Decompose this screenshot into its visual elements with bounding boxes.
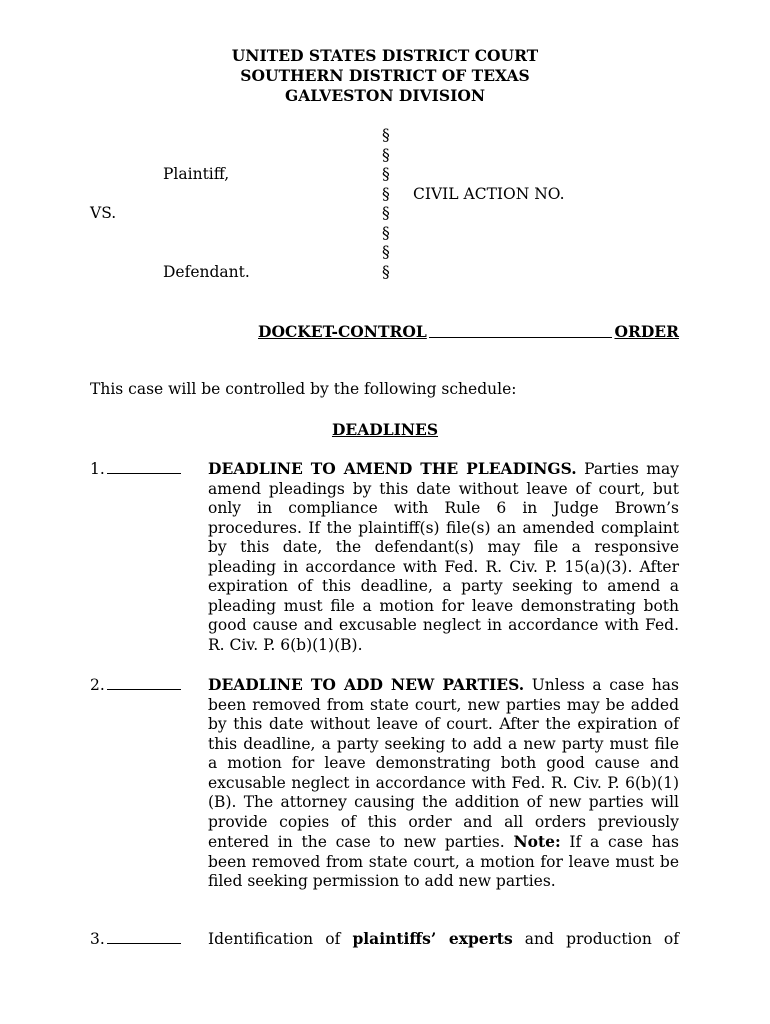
item-text: Parties may amend pleadings by this date without leave of court, but only in compliance with Rule 6 in Judge Brown’s procedures. If the plaintiff(s) file(s) an amended complaint by this date, the defendant(s) may file a responsive pleading in accordance with Fed. R. Civ. P. 15(a)(3). After expiration of this deadline, a party seeking to amend a pleading must file a motion for leave demonstrating both good cause and excusable neglect in accordance with Fed. R. Civ. P. 6(b)(1)(B). (208, 460, 679, 654)
date-blank (107, 675, 181, 690)
item-number-1 (90, 459, 181, 480)
item-number-label: 2. (90, 676, 105, 694)
intro-text: This case will be controlled by the following schedule: (90, 380, 517, 398)
document-title (258, 322, 679, 342)
deadlines-heading: DEADLINES (331, 420, 439, 439)
section-symbol: § (382, 165, 390, 183)
civil-action-label: CIVIL ACTION NO. (413, 185, 565, 203)
title-left: DOCKET-CONTROL (258, 322, 427, 341)
court-name: UNITED STATES DISTRICT COURT (231, 46, 539, 65)
section-symbol: § (382, 184, 390, 203)
section-symbol-column (382, 126, 390, 282)
item-number-2 (90, 675, 181, 696)
court-header (0, 46, 770, 106)
item-text: Unless a case has been removed from state court, new parties may be added by this date without leave of court. After the expiration of this deadline, a party seeking to add a new party must file a motion for leave demonstrating both good cause and excusable neglect in accordance with Fed. R. Civ. P. 6(b)(1)(B). The attorney causing the addition of new parties will provide copies of this order and all orders previously entered in the case to new parties. (208, 676, 679, 851)
section-symbol: § (382, 223, 390, 242)
item-number-label: 3. (90, 930, 105, 948)
item-body-3 (208, 929, 679, 950)
item-text: and production of (512, 930, 679, 948)
vs-label: VS. (90, 204, 117, 222)
title-underline-gap (429, 322, 613, 338)
item-heading: DEADLINE TO AMEND THE PLEADINGS. (208, 459, 577, 478)
section-symbol: § (382, 204, 390, 222)
court-district: SOUTHERN DISTRICT OF TEXAS (240, 66, 530, 85)
item-heading: DEADLINE TO ADD NEW PARTIES. (208, 675, 525, 694)
item-bold-text: plaintiffs’ experts (352, 929, 513, 948)
date-blank (107, 459, 181, 474)
court-division: GALVESTON DIVISION (284, 86, 486, 105)
section-symbol: § (382, 126, 390, 144)
defendant-label: Defendant. (163, 263, 250, 281)
note-label: Note: (513, 832, 561, 851)
note-text: If a case has been removed from state court, a motion for leave must be filed seeking permission to add new parties. (208, 833, 679, 890)
section-symbol: § (382, 243, 390, 261)
date-blank (107, 929, 181, 944)
title-right: ORDER (614, 322, 679, 341)
item-body-2 (208, 675, 679, 892)
plaintiff-label: Plaintiff, (163, 165, 230, 183)
item-body-1 (208, 459, 679, 655)
item-text: Identification of (208, 930, 353, 948)
section-symbol: § (382, 262, 390, 281)
section-symbol: § (382, 145, 390, 164)
item-number-label: 1. (90, 460, 105, 478)
item-number-3 (90, 929, 181, 950)
